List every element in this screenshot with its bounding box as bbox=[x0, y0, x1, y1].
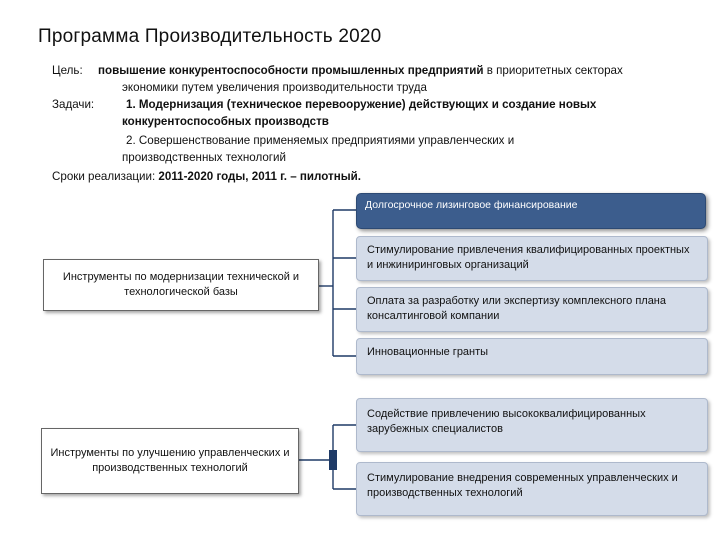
task-1-line-1: 1. Модернизация (техническое перевооружение) действующих и создание новых bbox=[126, 98, 597, 111]
tool-group-modernization: Инструменты по модернизации технической и технологической базы bbox=[43, 259, 319, 311]
goal-text-rest: в приоритетных секторах bbox=[483, 64, 623, 77]
task-1-line-2: конкурентоспособных производств bbox=[122, 115, 329, 128]
task-2-line-1: 2. Совершенствование применяемых предприятиями управленческих и bbox=[126, 134, 515, 147]
tasks-label: Задачи: bbox=[52, 98, 95, 111]
terms-label: Сроки реализации: bbox=[52, 170, 159, 183]
tool-group-technologies: Инструменты по улучшению управленческих и производственных технологий bbox=[41, 428, 299, 494]
tool-item-innovation-grants: Инновационные гранты bbox=[356, 338, 708, 375]
tool-item-leasing: Долгосрочное лизинговое финансирование bbox=[356, 193, 706, 229]
goal-label: Цель: bbox=[52, 64, 83, 77]
task-2-line-2: производственных технологий bbox=[122, 151, 286, 164]
tool-item-engineering-organizations: Стимулирование привлечения квалифицированных проектных и инжиниринговых организаций bbox=[356, 236, 708, 281]
page-title: Программа Производительность 2020 bbox=[38, 26, 382, 47]
goal-text-continuation: экономики путем увеличения производительности труда bbox=[122, 81, 427, 94]
tool-item-modern-technologies: Стимулирование внедрения современных управленческих и производственных технологий bbox=[356, 462, 708, 516]
connector-group-2-junction bbox=[329, 450, 337, 470]
goal-text-bold: повышение конкурентоспособности промышленных предприятий bbox=[98, 64, 484, 77]
terms-value: 2011-2020 годы, 2011 г. – пилотный. bbox=[158, 170, 361, 183]
tool-item-foreign-specialists: Содействие привлечению высококвалифицированных зарубежных специалистов bbox=[356, 398, 708, 452]
tool-item-consulting-plan: Оплата за разработку или экспертизу комплексного плана консалтинговой компании bbox=[356, 287, 708, 332]
